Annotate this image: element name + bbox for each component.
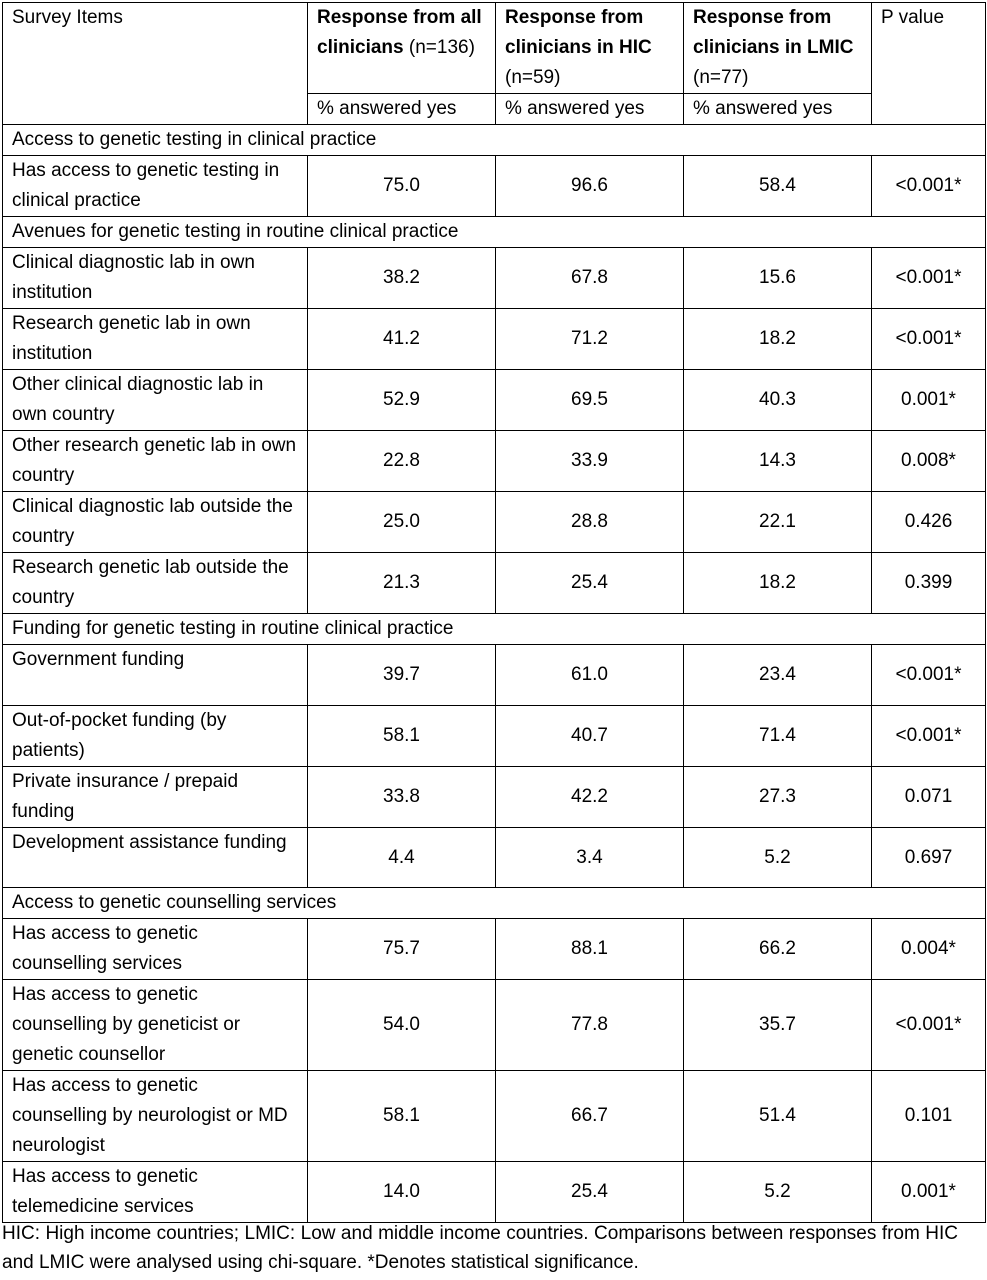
table-header-row <box>3 3 986 94</box>
row-p-value: <0.001* <box>872 980 986 1071</box>
row-lmic: 40.3 <box>684 370 872 431</box>
row-item: Other clinical diagnostic lab in own country <box>3 370 308 431</box>
row-all: 33.8 <box>308 767 496 828</box>
row-all: 4.4 <box>308 828 496 888</box>
row-hic: 3.4 <box>496 828 684 888</box>
section-header-row <box>3 125 986 156</box>
row-lmic: 51.4 <box>684 1071 872 1162</box>
header-p-value: P value <box>872 3 986 125</box>
row-hic: 77.8 <box>496 980 684 1071</box>
header-all-n: (n=136) <box>408 37 475 58</box>
section-title: Access to genetic counselling services <box>3 888 986 919</box>
row-item: Clinical diagnostic lab in own institution <box>3 248 308 309</box>
row-item: Government funding <box>3 645 308 706</box>
table-row <box>3 431 986 492</box>
row-p-value: <0.001* <box>872 706 986 767</box>
row-item: Out-of-pocket funding (by patients) <box>3 706 308 767</box>
table-row <box>3 919 986 980</box>
row-p-value: 0.001* <box>872 370 986 431</box>
header-all-clinicians <box>308 3 496 94</box>
survey-results-table <box>2 2 986 1223</box>
row-item: Has access to genetic counselling by geneticist or genetic counsellor <box>3 980 308 1071</box>
table-row <box>3 309 986 370</box>
row-p-value: 0.008* <box>872 431 986 492</box>
row-all: 41.2 <box>308 309 496 370</box>
row-p-value: 0.001* <box>872 1162 986 1223</box>
table-row <box>3 767 986 828</box>
header-lmic-title: Response from clinicians in LMIC <box>693 7 854 58</box>
row-p-value: 0.101 <box>872 1071 986 1162</box>
table-footnote: HIC: High income countries; LMIC: Low and middle income countries. Comparisons between responses from HIC and LMIC were analysed using chi-square. *Denotes statistical significance. <box>2 1223 958 1273</box>
row-lmic: 58.4 <box>684 156 872 217</box>
table-row <box>3 248 986 309</box>
header-lmic-n: (n=77) <box>693 67 749 88</box>
row-hic: 96.6 <box>496 156 684 217</box>
row-lmic: 18.2 <box>684 309 872 370</box>
row-hic: 40.7 <box>496 706 684 767</box>
row-lmic: 18.2 <box>684 553 872 614</box>
row-all: 52.9 <box>308 370 496 431</box>
row-all: 75.0 <box>308 156 496 217</box>
section-header-row <box>3 888 986 919</box>
row-p-value: 0.426 <box>872 492 986 553</box>
row-hic: 71.2 <box>496 309 684 370</box>
row-all: 38.2 <box>308 248 496 309</box>
header-all-title: Response from all clinicians <box>317 7 482 58</box>
subheader-lmic: % answered yes <box>684 94 872 125</box>
row-item: Has access to genetic counselling by neurologist or MD neurologist <box>3 1071 308 1162</box>
row-item: Has access to genetic counselling services <box>3 919 308 980</box>
header-lmic-clinicians <box>684 3 872 94</box>
row-lmic: 5.2 <box>684 828 872 888</box>
row-all: 22.8 <box>308 431 496 492</box>
row-hic: 88.1 <box>496 919 684 980</box>
row-p-value: 0.399 <box>872 553 986 614</box>
row-item: Has access to genetic telemedicine services <box>3 1162 308 1223</box>
section-title: Access to genetic testing in clinical practice <box>3 125 986 156</box>
table-row <box>3 980 986 1071</box>
row-hic: 67.8 <box>496 248 684 309</box>
section-header-row <box>3 614 986 645</box>
table-row <box>3 828 986 888</box>
row-lmic: 15.6 <box>684 248 872 309</box>
row-item: Other research genetic lab in own country <box>3 431 308 492</box>
row-item: Development assistance funding <box>3 828 308 888</box>
row-hic: 25.4 <box>496 1162 684 1223</box>
row-all: 25.0 <box>308 492 496 553</box>
header-survey-items: Survey Items <box>3 3 308 125</box>
row-item: Private insurance / prepaid funding <box>3 767 308 828</box>
row-lmic: 22.1 <box>684 492 872 553</box>
row-hic: 33.9 <box>496 431 684 492</box>
row-lmic: 27.3 <box>684 767 872 828</box>
row-all: 58.1 <box>308 706 496 767</box>
table-row <box>3 1071 986 1162</box>
row-hic: 61.0 <box>496 645 684 706</box>
section-header-row <box>3 217 986 248</box>
row-all: 14.0 <box>308 1162 496 1223</box>
row-item: Research genetic lab in own institution <box>3 309 308 370</box>
table-row <box>3 492 986 553</box>
section-title: Funding for genetic testing in routine clinical practice <box>3 614 986 645</box>
header-hic-clinicians <box>496 3 684 94</box>
row-item: Research genetic lab outside the country <box>3 553 308 614</box>
row-all: 39.7 <box>308 645 496 706</box>
row-all: 58.1 <box>308 1071 496 1162</box>
row-lmic: 71.4 <box>684 706 872 767</box>
section-title: Avenues for genetic testing in routine clinical practice <box>3 217 986 248</box>
table-row <box>3 706 986 767</box>
row-item: Has access to genetic testing in clinical practice <box>3 156 308 217</box>
subheader-all: % answered yes <box>308 94 496 125</box>
table-row <box>3 1162 986 1223</box>
row-hic: 25.4 <box>496 553 684 614</box>
row-lmic: 23.4 <box>684 645 872 706</box>
row-all: 75.7 <box>308 919 496 980</box>
row-p-value: 0.004* <box>872 919 986 980</box>
row-hic: 28.8 <box>496 492 684 553</box>
table-row <box>3 645 986 706</box>
row-hic: 42.2 <box>496 767 684 828</box>
row-p-value: <0.001* <box>872 309 986 370</box>
row-all: 54.0 <box>308 980 496 1071</box>
row-lmic: 35.7 <box>684 980 872 1071</box>
row-item: Clinical diagnostic lab outside the country <box>3 492 308 553</box>
header-hic-n: (n=59) <box>505 67 561 88</box>
header-hic-title: Response from clinicians in HIC <box>505 7 652 58</box>
row-hic: 66.7 <box>496 1071 684 1162</box>
table-row <box>3 156 986 217</box>
row-lmic: 66.2 <box>684 919 872 980</box>
row-lmic: 5.2 <box>684 1162 872 1223</box>
subheader-hic: % answered yes <box>496 94 684 125</box>
row-p-value: <0.001* <box>872 645 986 706</box>
row-p-value: <0.001* <box>872 156 986 217</box>
table-row <box>3 553 986 614</box>
row-p-value: 0.071 <box>872 767 986 828</box>
row-all: 21.3 <box>308 553 496 614</box>
table-row <box>3 370 986 431</box>
row-hic: 69.5 <box>496 370 684 431</box>
row-p-value: <0.001* <box>872 248 986 309</box>
row-lmic: 14.3 <box>684 431 872 492</box>
row-p-value: 0.697 <box>872 828 986 888</box>
